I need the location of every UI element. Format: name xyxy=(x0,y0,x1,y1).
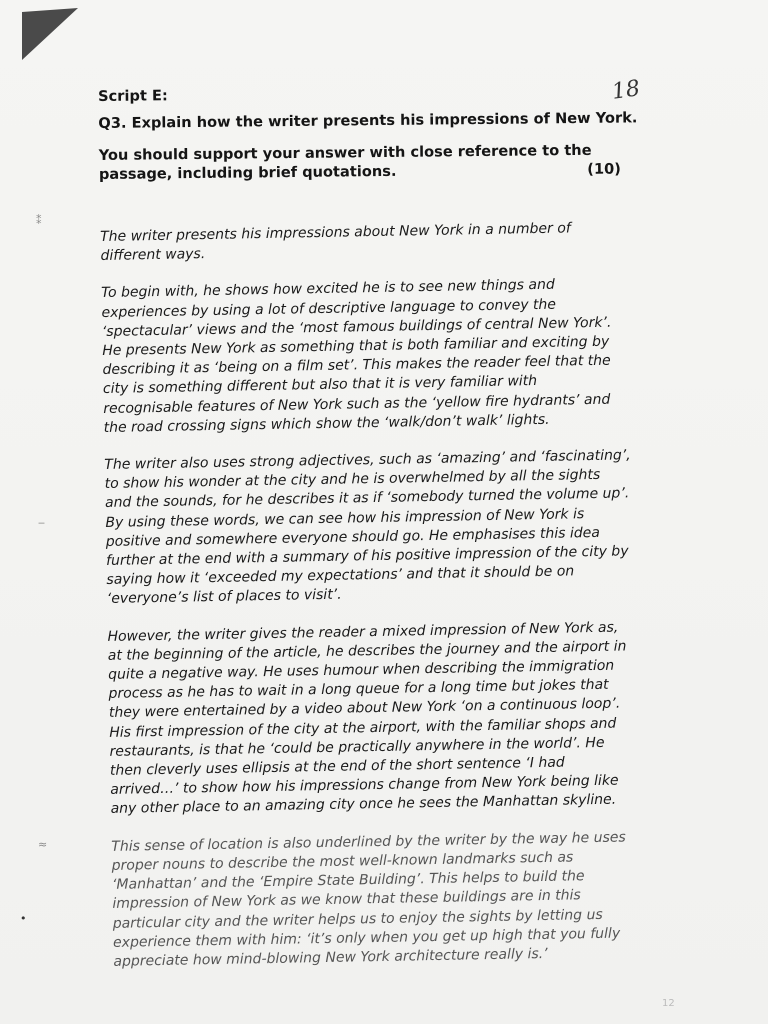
answer-paragraph: This sense of location is also underlined by the writer by the way he uses proper nouns to describe the most well-known landmarks such as ‘Manhattan’ and the ‘Empire State Building’. This helps to build the impression of New York as we know that these buildings are in this particular city and the writer helps us to enjoy the sights by letting us experience them with him: ‘it’s only when you get up high that you fully appreciate how mind-blowing New York architecture really is.’ xyxy=(111,829,626,970)
instruction-line-2-text: passage, including brief quotations. xyxy=(98,162,397,183)
answer-paragraph: To begin with, he shows how excited he is to see new things and experiences by using a lot of descriptive language to convey the ‘spectacular’ views and the ‘most famous buildings of central New York’. He presents New York as something that is both familiar and exciting by describing it as ‘being on a film set’. This makes the reader feel that the city is something different but also that it is very familiar with recognisable features of New York such as the ‘yellow fire hydrants’ and the road crossing signs which show the ‘walk/don’t walk’ lights. xyxy=(101,277,612,436)
answer-paragraph: However, the writer gives the reader a mixed impression of New York as, at the beginning of the article, he describes the journey and the airport in quite a negative way. He uses humour when describing the immigration process as he has to wait in a long queue for a long time but jokes that they were entertained by a video about New York ‘on a continuous loop’. His first impression of the city at the airport, with the familiar shops and restaurants, is that he ‘could be practically anywhere in the world’. He then cleverly uses ellipsis at the end of the short sentence ‘I had arrived…’ to show how his impressions change from New York being like any other place to an amazing city once he sees the Manhattan skyline. xyxy=(107,619,627,818)
answer-paragraph: The writer also uses strong adjectives, such as ‘amazing’ and ‘fascinating’, to show his wonder at the city and he is overwhelmed by all the sights and the sounds, for he describes it as if ‘somebody turned the volume up’. By using these words, we can see how his impression of New York is positive and somewhere everyone should go. He emphasises this idea further at the end with a summary of his positive impression of the city by saying how it ‘exceeded my expectations’ and that it should be on ‘everyone’s list of places to visit’. xyxy=(104,447,631,608)
page-number: 12 xyxy=(662,998,675,1009)
answer-body xyxy=(100,217,694,990)
margin-mark: ⁑ xyxy=(36,214,42,227)
margin-mark: ‒ xyxy=(38,516,45,529)
handwritten-score: 18 xyxy=(610,76,642,105)
answer-paragraph: The writer presents his impressions about New York in a number of different ways. xyxy=(100,220,571,265)
scan-corner-mark xyxy=(22,8,78,60)
instruction-line-1: You should support your answer with close reference to the xyxy=(98,141,592,164)
margin-mark: ≈ xyxy=(38,838,48,851)
margin-mark: • xyxy=(20,912,27,925)
marks-label: (10) xyxy=(587,160,621,178)
question-header xyxy=(98,82,659,184)
script-label: Script E: xyxy=(98,87,168,105)
question-text: Q3. Explain how the writer presents his impressions of New York. xyxy=(98,109,638,132)
